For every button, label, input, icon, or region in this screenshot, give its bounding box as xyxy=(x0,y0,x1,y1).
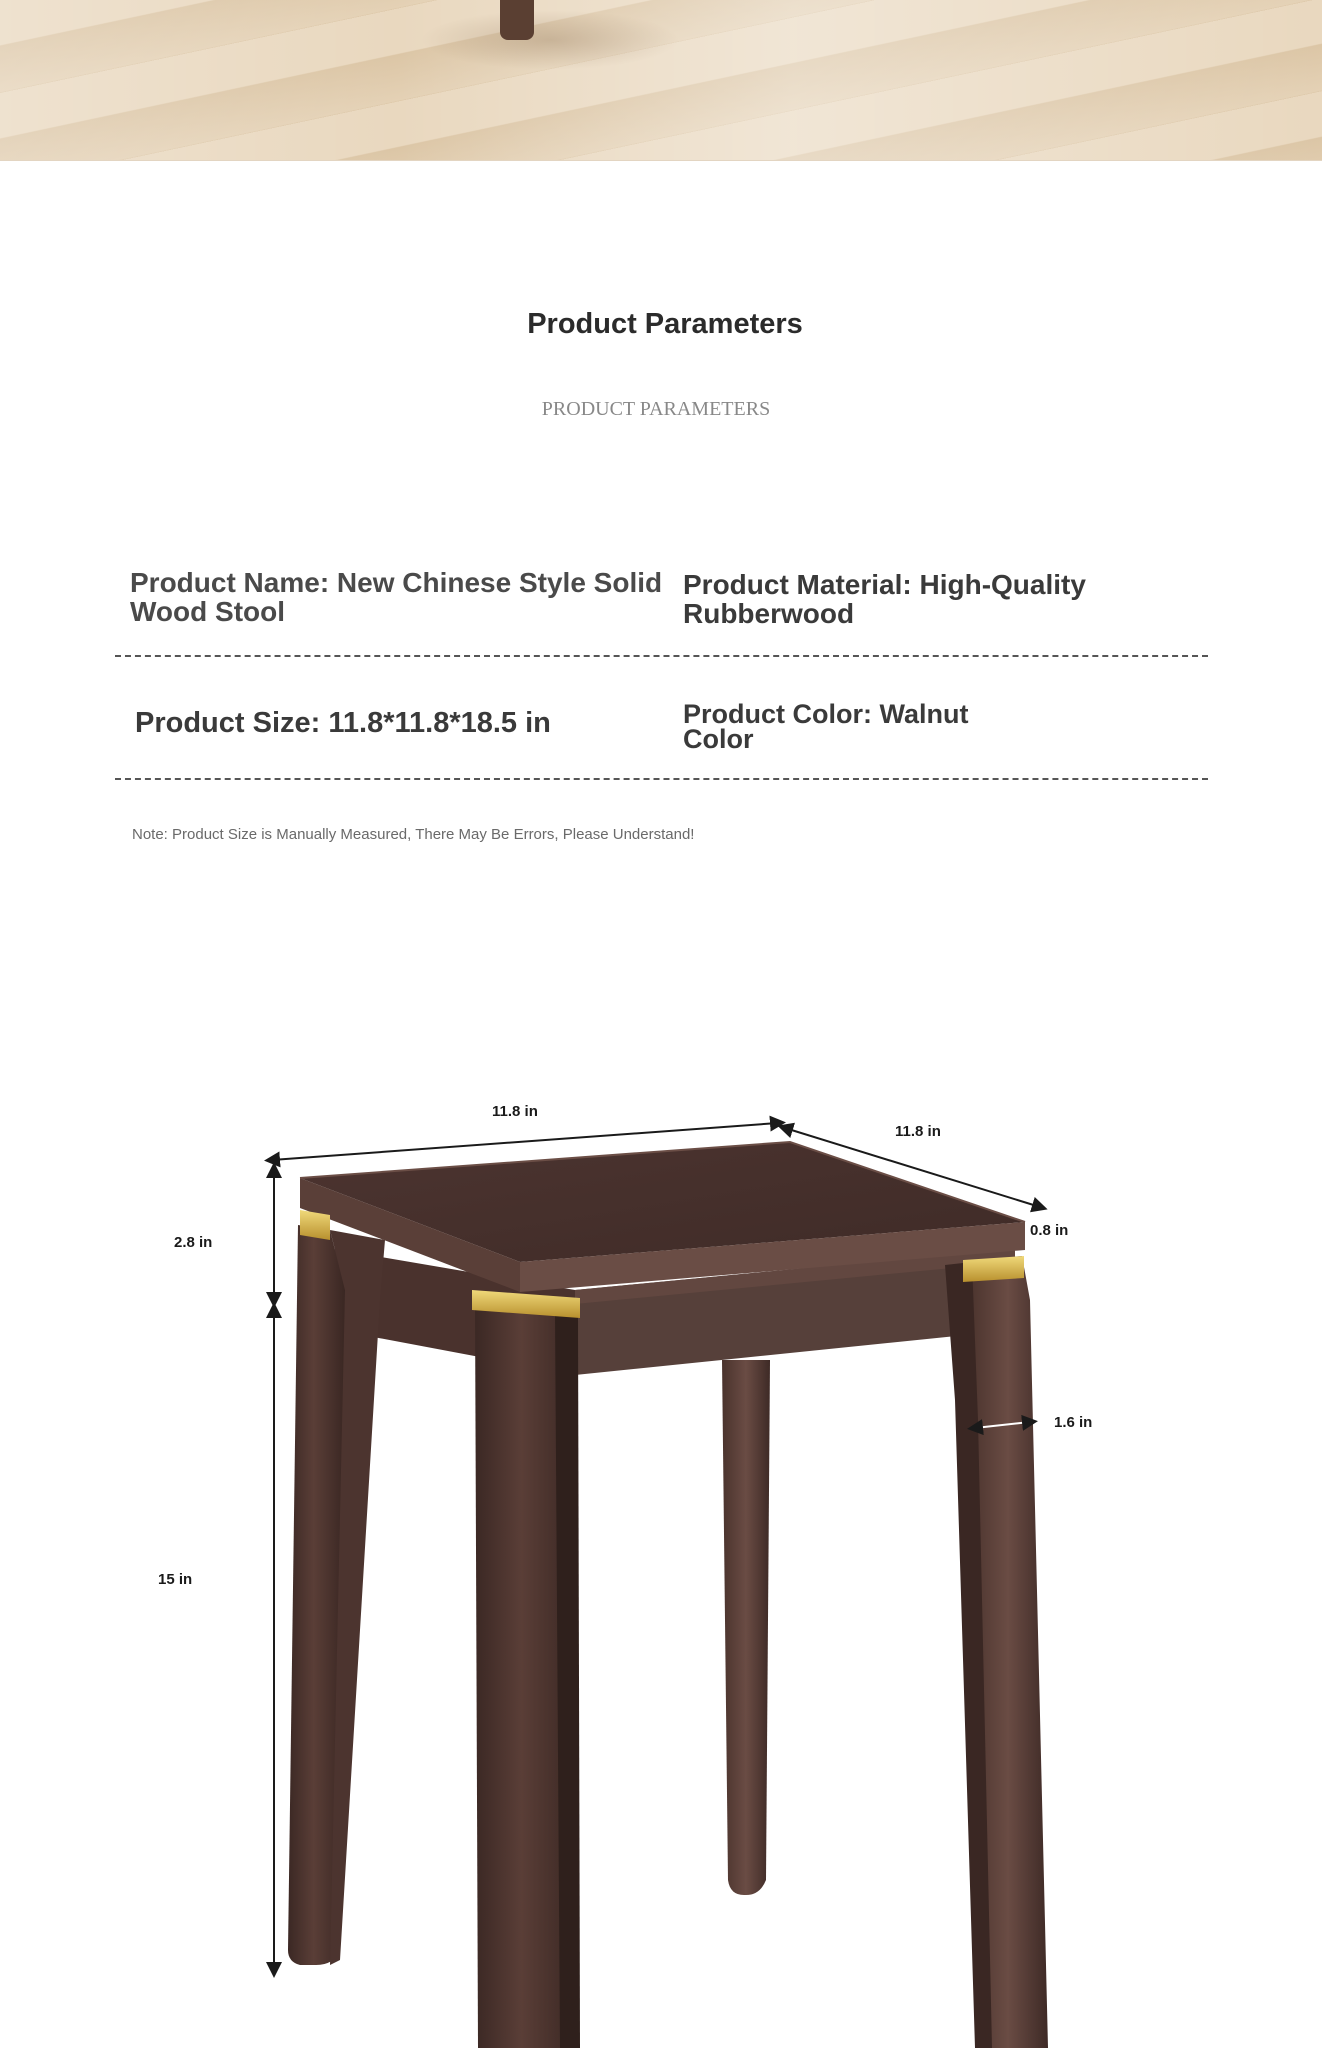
depth-label: 11.8 in xyxy=(895,1123,941,1140)
divider-line xyxy=(115,655,1208,657)
product-material: Product Material: High-Quality Rubberwood xyxy=(683,569,1086,630)
brass-corner xyxy=(963,1256,1024,1282)
width-label: 11.8 in xyxy=(492,1103,538,1120)
apron-height-label: 2.8 in xyxy=(174,1234,213,1251)
stool-dimension-diagram xyxy=(0,1060,1322,2048)
left-leg xyxy=(288,1225,385,1965)
section-title: Product Parameters xyxy=(527,308,803,340)
front-leg xyxy=(475,1300,580,2048)
product-name: Product Name: New Chinese Style Solid Wood Stool xyxy=(130,567,663,628)
brass-corner xyxy=(300,1210,330,1240)
right-leg xyxy=(945,1256,1048,2048)
floor-shadow xyxy=(420,10,680,70)
top-thickness-label: 0.8 in xyxy=(1030,1222,1069,1239)
product-size: Product Size: 11.8*11.8*18.5 in xyxy=(135,707,551,739)
product-color: Product Color: Walnut Color xyxy=(683,699,969,754)
leg-width-label: 1.6 in xyxy=(1054,1414,1093,1431)
section-subtitle: PRODUCT PARAMETERS xyxy=(541,398,771,420)
floor-photo xyxy=(0,0,1322,161)
leg-height-label: 15 in xyxy=(158,1571,193,1588)
divider-line xyxy=(115,778,1208,780)
measurement-note: Note: Product Size is Manually Measured, There May Be Errors, Please Understand! xyxy=(132,826,695,843)
stool-leg-photo xyxy=(500,0,534,40)
